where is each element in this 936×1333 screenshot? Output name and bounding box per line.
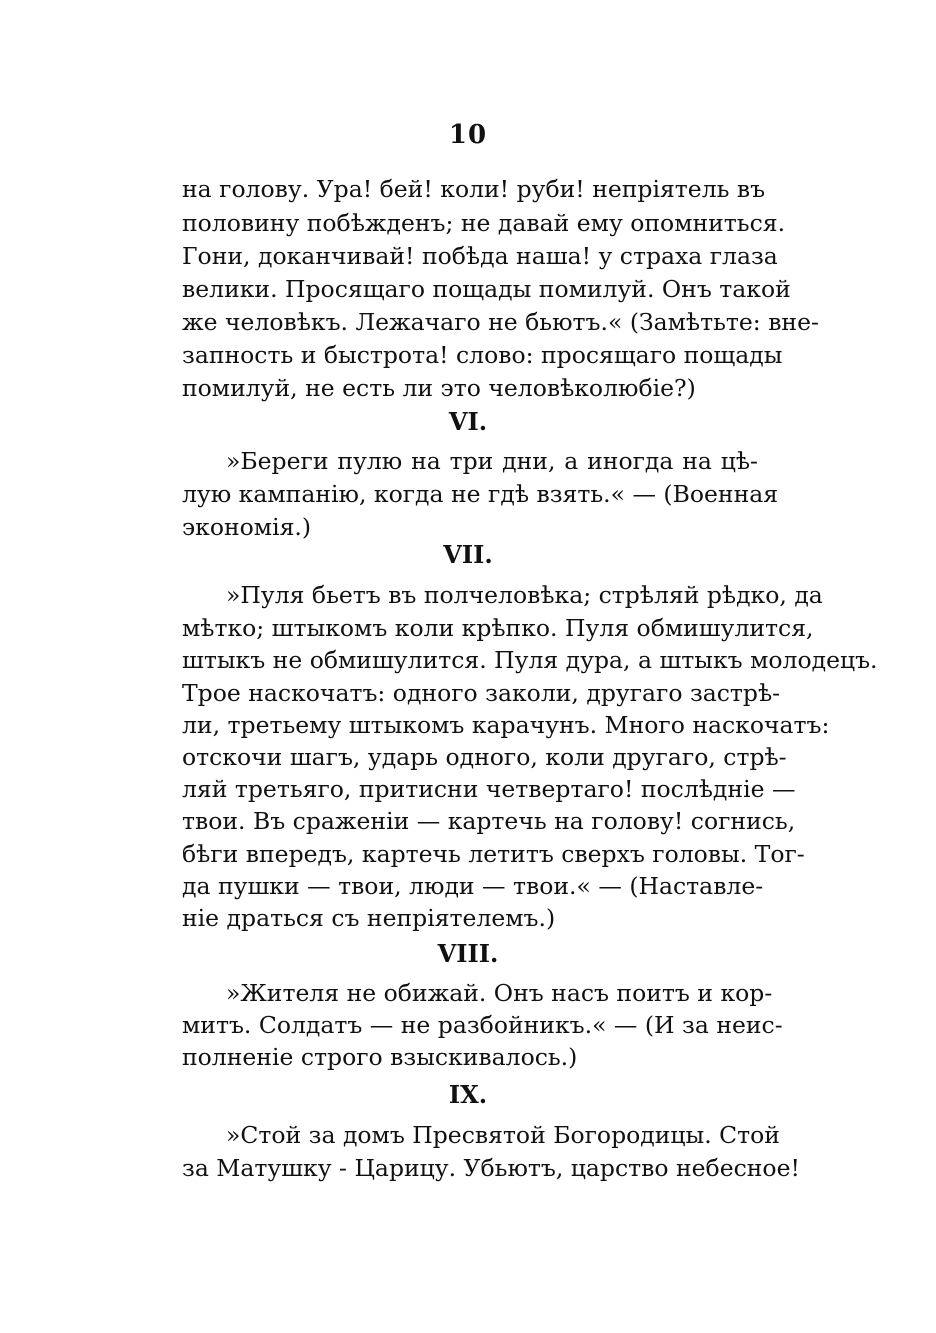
text-line: же человѣкъ. Лежачаго не бьютъ.« (Замѣтьте: вне-: [182, 308, 819, 336]
text-line: за Матушку - Царицу. Убьютъ, царство небесное!: [182, 1154, 800, 1182]
page-number: 10: [448, 120, 488, 150]
text-line: »Стой за домъ Пресвятой Богородицы. Стой: [226, 1121, 780, 1149]
section-heading: VIII.: [437, 939, 499, 968]
text-line: Гони, доканчивай! побѣда наша! у страха глаза: [182, 242, 778, 270]
text-line: отскочи шагъ, ударь одного, коли другаго, стрѣ-: [182, 743, 787, 771]
text-line: ляй третьяго, притисни четвертаго! послѣдніе —: [182, 775, 796, 803]
text-line: да пушки — твои, люди — твои.« — (Наставле-: [182, 872, 764, 900]
section-heading: IX.: [448, 1080, 488, 1109]
text-line: »Пуля бьетъ въ полчеловѣка; стрѣляй рѣдко, да: [226, 581, 823, 609]
section-heading: VI.: [448, 407, 488, 436]
text-line: »Жителя не обижай. Онъ насъ поитъ и кор-: [226, 979, 773, 1007]
text-line: полненіе строго взыскивалось.): [182, 1043, 578, 1071]
text-line: »Береги пулю на три дни, а иногда на цѣ-: [226, 447, 758, 475]
text-line: Трое наскочатъ: одного заколи, другаго застрѣ-: [182, 679, 781, 707]
text-line: на голову. Ура! бей! коли! руби! непріятель въ: [182, 175, 766, 203]
text-line: ли, третьему штыкомъ карачунъ. Много наскочатъ:: [182, 711, 830, 739]
text-line: помилуй, не есть ли это человѣколюбіе?): [182, 374, 696, 402]
text-line: бѣги впередъ, картечь летитъ сверхъ головы. Тог-: [182, 840, 805, 868]
text-line: мѣтко; штыкомъ коли крѣпко. Пуля обмишулится,: [182, 614, 814, 642]
text-line: лую кампанію, когда не гдѣ взять.« — (Военная: [182, 480, 779, 508]
text-line: штыкъ не обмишулится. Пуля дура, а штыкъ молодецъ.: [182, 646, 878, 674]
text-line: половину побѣжденъ; не давай ему опомниться.: [182, 209, 786, 237]
text-line: экономія.): [182, 513, 312, 541]
text-line: запность и быстрота! слово: просящаго пощады: [182, 341, 783, 369]
text-line: твои. Въ сраженіи — картечь на голову! согнись,: [182, 807, 796, 835]
text-line: ніе драться съ непріятелемъ.): [182, 904, 556, 932]
section-heading: VII.: [443, 540, 493, 569]
text-line: митъ. Солдатъ — не разбойникъ.« — (И за неис-: [182, 1011, 783, 1039]
text-line: велики. Просящаго пощады помилуй. Онъ такой: [182, 275, 791, 303]
